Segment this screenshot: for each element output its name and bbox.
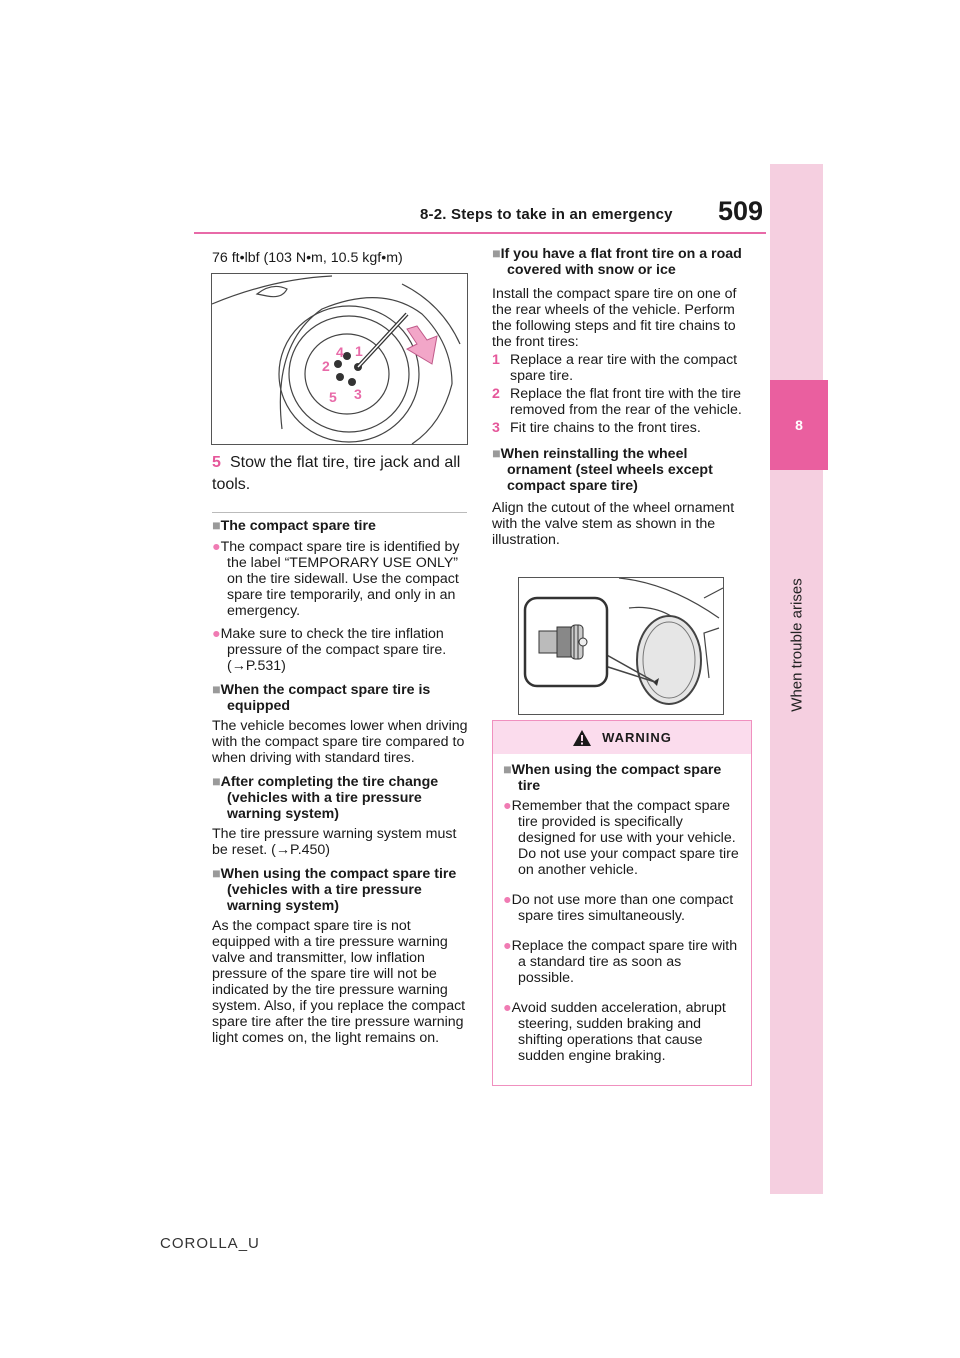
- valve-stem-illustration: [519, 578, 723, 714]
- step-5: [212, 452, 467, 496]
- snow-step-2: 2 Replace the flat front tire with the tire removed from the rear of the vehicle.: [492, 386, 742, 418]
- warning-bullet-specific-vehicle: ●Remember that the compact spare tire provided is specifically designed for use with your vehicle. Do not use your compact spare tire on another vehicle.: [503, 798, 739, 878]
- footer-model: COROLLA_U: [160, 1235, 260, 1252]
- chapter-label: [770, 480, 823, 810]
- note-heading-using-spare-tpws: ■When using the compact spare tire (vehicles with a tire pressure warning system): [212, 866, 457, 914]
- divider: [212, 512, 467, 513]
- figure-lug-nut-tightening: [211, 273, 468, 445]
- bullet-temporary-use: ●The compact spare tire is identified by the label “TEMPORARY USE ONLY” on the tire sidewall. Use the compact spare tire temporarily, and only in an emergency.: [212, 539, 460, 619]
- warning-bullet-avoid-sudden: ●Avoid sudden acceleration, abrupt steering, sudden braking and shifting operations that cause sudden engine braking.: [503, 1000, 726, 1064]
- torque-spec: 76 ft•lbf (103 N•m, 10.5 kgf•m): [212, 250, 403, 266]
- note-body-spare-equipped: The vehicle becomes lower when driving with the compact spare tire compared to when driving with standard tires.: [212, 718, 468, 766]
- warning-bullet-replace-soon: ●Replace the compact spare tire with a standard tire as soon as possible.: [503, 938, 738, 986]
- warning-bullet-one-spare: ●Do not use more than one compact spare tires simultaneously.: [503, 892, 734, 924]
- bullet-check-pressure: ●Make sure to check the tire inflation pressure of the compact spare tire. (→P.531): [212, 626, 447, 674]
- tire-wrench-illustration: [212, 274, 467, 444]
- left-notes: [212, 518, 468, 1046]
- note-body-wheel-ornament: Align the cutout of the wheel ornament with the valve stem as shown in the illustration.: [492, 500, 735, 548]
- warning-header: [493, 721, 751, 754]
- header-rule: [194, 232, 766, 234]
- step-5-number: 5: [212, 454, 221, 471]
- note-body-using-spare-tpws: As the compact spare tire is not equipped with a tire pressure warning valve and transmitter, low inflation pressure of the spare tire will not be indicated by the tire pressure warning system. Also, if you replace the compact spare tire after the tire pressure warning light comes on, the light remains on.: [212, 918, 466, 1046]
- note-body-after-change: The tire pressure warning system must be reset. (→P.450): [212, 826, 457, 858]
- note-body-snow-ice: Install the compact spare tire on one of the rear wheels of the vehicle. Perform the following steps and fit tire chains to the front tires:: [492, 286, 737, 350]
- step-5-text: Stow the flat tire, tire jack and all tools.: [212, 454, 461, 493]
- snow-step-1: 1 Replace a rear tire with the compact spare tire.: [492, 352, 738, 384]
- section-title: 8-2. Steps to take in an emergency: [420, 206, 673, 223]
- warning-box: [492, 720, 752, 1086]
- note-heading-after-change: ■After completing the tire change (vehicles with a tire pressure warning system): [212, 774, 439, 822]
- note-heading-spare-equipped: ■When the compact spare tire is equipped: [212, 682, 431, 714]
- warning-heading: ■When using the compact spare tire: [503, 762, 722, 794]
- warning-triangle-icon: [572, 729, 592, 747]
- right-notes: [492, 246, 752, 548]
- lug-nut-label-4: 4: [336, 344, 344, 360]
- note-heading-wheel-ornament: ■When reinstalling the wheel ornament (steel wheels except compact spare tire): [492, 446, 713, 494]
- chapter-label-text: When trouble arises: [788, 578, 805, 712]
- lug-nut-label-2: 2: [322, 358, 330, 374]
- figure-wheel-ornament-valve: [518, 577, 724, 715]
- snow-step-3: 3 Fit tire chains to the front tires.: [492, 420, 701, 436]
- page-number: 509: [718, 196, 764, 226]
- note-heading-compact-spare: ■The compact spare tire: [212, 518, 376, 534]
- lug-nut-label-5: 5: [329, 389, 337, 405]
- note-heading-snow-ice: ■If you have a flat front tire on a road covered with snow or ice: [492, 246, 742, 278]
- lug-nut-label-1: 1: [355, 343, 363, 359]
- chapter-number-tab: 8: [770, 380, 828, 470]
- warning-title: WARNING: [602, 730, 672, 745]
- lug-nut-label-3: 3: [354, 386, 362, 402]
